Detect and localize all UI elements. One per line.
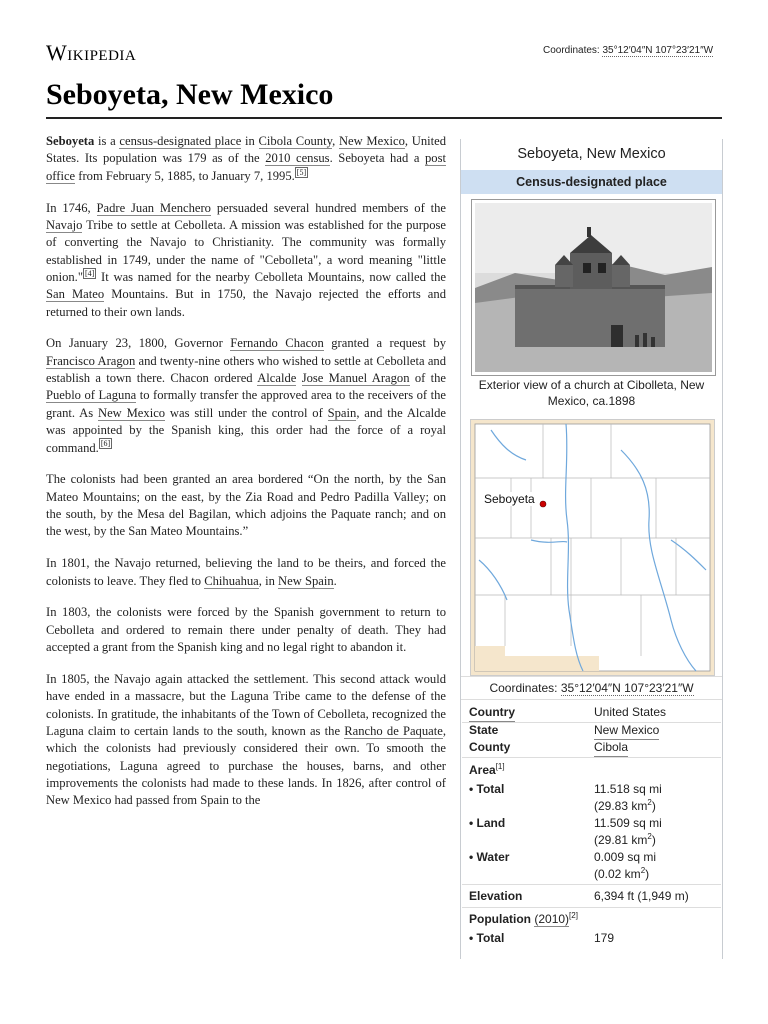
population-label — [469, 911, 578, 928]
paren: ) — [651, 798, 656, 813]
text: , United States. Its population was 179 as of the — [46, 134, 447, 166]
title-divider — [46, 117, 722, 119]
elevation-value: 6,394 ft (1,949 m) — [594, 889, 689, 903]
text: persuaded several hundred members of the — [210, 200, 446, 215]
church-photo[interactable] — [471, 199, 716, 376]
area-label — [469, 762, 505, 779]
paragraph-2 — [46, 200, 446, 321]
text: In 1746, — [46, 200, 97, 215]
country-label[interactable]: Country — [469, 704, 515, 722]
link-cibola-county[interactable]: Cibola County — [258, 134, 333, 148]
link-navajo[interactable]: Navajo — [46, 217, 83, 232]
map-label: Seboyeta — [484, 492, 535, 506]
paragraph-1 — [46, 133, 446, 185]
text: On January 23, 1800, Governor — [46, 336, 231, 351]
coordinates-label: Coordinates: — [543, 45, 600, 56]
photo-caption: Exterior view of a church at Cibolleta, New Mexico, ca.1898 — [478, 378, 705, 408]
reference-4[interactable]: [4] — [84, 268, 95, 278]
pop-total-label: • Total — [469, 931, 505, 945]
divider — [462, 757, 721, 758]
text: is a — [94, 134, 120, 148]
link-census-designated-place[interactable]: census-designated place — [119, 134, 242, 148]
paragraph-3 — [46, 335, 446, 456]
link-padre-juan-menchero[interactable]: Padre Juan Menchero — [96, 200, 211, 215]
reference-6[interactable]: [6] — [100, 439, 111, 449]
reference-5[interactable]: [5] — [296, 167, 307, 177]
location-marker — [540, 501, 546, 507]
country-value: United States — [594, 705, 667, 719]
area-land-value — [594, 815, 662, 848]
state-label: State — [469, 723, 499, 737]
location-map[interactable] — [470, 419, 715, 676]
text: , which the colonists had previously considered their own. To smooth the negotiations, Laguna agreed to purchase the houses, barns, and other improvements the colonists had made to these lands. In 1826, after control of New Mexico had passed from Spain to the — [46, 723, 446, 808]
page-title: Seboyeta, New Mexico — [46, 78, 334, 111]
text: Tribe to settle at Cebolleta. A mission was established for the purpose of converting the Navajo to Christianity. The community was formally established in 1749, under the name of "Cebolleta", a word meaning "little onion." — [46, 217, 446, 284]
link-spain[interactable]: Spain — [327, 405, 357, 420]
sup: 2 — [647, 831, 652, 841]
infobox — [460, 139, 723, 959]
text: , and the Alcalde was appointed by the Spanish king, this order had the force of a royal command. — [46, 405, 446, 455]
text: , — [332, 134, 339, 148]
sup: 2 — [647, 797, 652, 807]
wikipedia-wordmark[interactable] — [46, 40, 136, 66]
area-total-km: (29.83 km — [594, 798, 648, 813]
divider — [462, 884, 721, 885]
paren: ) — [645, 866, 650, 881]
infobox-coords-link[interactable]: 35°12′04″N 107°23′21″W — [560, 681, 694, 695]
link-francisco-aragon[interactable]: Francisco Aragon — [46, 353, 136, 368]
area-ref[interactable]: [1] — [495, 762, 505, 771]
coordinates-link[interactable]: 35°12′04″N 107°23′21″W — [602, 45, 714, 56]
link-fernando-chacon[interactable]: Fernando Chacon — [230, 336, 324, 351]
infobox-title: Seboyeta, New Mexico — [517, 146, 666, 162]
infobox-coordinates — [461, 676, 722, 700]
area-water-km: (0.02 km — [594, 866, 641, 881]
paragraph-6: In 1803, the colonists were forced by the Spanish government to return to Cebolleta and ordered to remain there under penalty of death. They had accepted a grant from the Spanish king and no legal right to abandon it. — [46, 605, 446, 655]
text: to formally transfer the approved area to the receivers of the grant. As — [46, 388, 446, 420]
link-chihuahua[interactable]: Chihuahua — [204, 573, 259, 588]
area-total-value — [594, 781, 662, 814]
paragraph-4: The colonists had been granted an area bordered “On the north, by the San Mateo Mountains; on the east, by the Zia Road and Pedro Padilla Valley; on the south, by the Mesa del Bagilan, which adjoins the Paquate ranch; and on the west, by the San Mateo Mountains.” — [46, 472, 446, 539]
text: was still under the control of — [165, 405, 328, 420]
link-rancho-de-paquate[interactable]: Rancho de Paquate — [344, 723, 443, 738]
area-label-text: Area — [469, 763, 496, 777]
population-ref[interactable]: [2] — [569, 911, 578, 920]
text: and twenty-nine others who wished to settle at Cebolleta and establish a town there. Chacon ordered — [46, 353, 447, 386]
area-land-mi: 11.509 sq mi — [594, 816, 662, 830]
text: In 1805, the Navajo again attacked the settlement. This second attack would have ended in a massacre, but the Laguna Tribe came to the defense of the colonists. In gratitude, the inhabitants of the Town of Cebolleta, recognized the Laguna claim to certain lands to the south, known as the — [46, 671, 446, 738]
header-coordinates — [543, 45, 713, 56]
link-pueblo-of-laguna[interactable]: Pueblo of Laguna — [46, 388, 137, 403]
county-value[interactable]: Cibola — [594, 739, 628, 757]
text: from February 5, 1885, to January 7, 1995. — [75, 168, 295, 183]
text: It was named for the nearby Cebolleta Mountains, now called the — [96, 269, 446, 284]
new-mexico-map — [471, 420, 714, 675]
county-label: County — [469, 740, 511, 754]
text: . — [333, 573, 337, 588]
text: Mountains. But in 1750, the Navajo rejected the efforts and returned to their own lands. — [46, 287, 446, 319]
area-land-label: • Land — [469, 816, 506, 830]
area-land-km: (29.81 km — [594, 832, 648, 847]
text: . Seboyeta had a — [329, 151, 425, 166]
church-photo-image — [475, 203, 712, 372]
link-jose-manuel-aragon[interactable]: Jose Manuel Aragon — [301, 371, 410, 386]
text: In 1801, the Navajo returned, believing the land to be theirs, and forced the colonists to leave. They fled to — [46, 556, 446, 588]
text: granted a request by — [323, 336, 446, 351]
text: , in — [258, 573, 279, 588]
area-water-value — [594, 849, 656, 882]
population-year-link[interactable]: (2010) — [534, 912, 570, 926]
divider — [462, 722, 721, 723]
link-alcalde[interactable]: Alcalde — [257, 371, 297, 386]
link-post-office[interactable]: post office — [46, 151, 446, 183]
divider — [462, 907, 721, 908]
subject-bold: Seboyeta — [46, 134, 95, 148]
paragraph-7 — [46, 671, 446, 810]
link-new-mexico-2[interactable]: New Mexico — [98, 405, 166, 420]
paragraph-5 — [46, 555, 446, 590]
elevation-label: Elevation — [469, 889, 523, 903]
sup: 2 — [640, 865, 646, 875]
text — [296, 371, 301, 385]
wordmark-text: Wikipedia — [46, 40, 137, 65]
area-water-label: • Water — [469, 850, 510, 864]
text: of the — [409, 371, 447, 386]
link-2010-census[interactable]: 2010 census — [265, 151, 330, 166]
link-san-mateo[interactable]: San Mateo — [46, 287, 105, 302]
article-body — [46, 133, 446, 824]
infobox-subtitle: Census-designated place — [461, 170, 722, 194]
state-value[interactable]: New Mexico — [594, 722, 659, 740]
pop-total-value: 179 — [594, 931, 615, 945]
paren: ) — [651, 832, 656, 847]
text: in — [241, 134, 259, 148]
population-label-text: Population — [469, 912, 531, 926]
infobox-coords-label: Coordinates: — [489, 681, 558, 695]
area-water-mi: 0.009 sq mi — [594, 850, 657, 864]
link-new-mexico[interactable]: New Mexico — [338, 134, 405, 148]
area-total-label: • Total — [469, 782, 505, 796]
area-total-mi: 11.518 sq mi — [594, 782, 662, 796]
link-new-spain[interactable]: New Spain — [278, 573, 334, 588]
